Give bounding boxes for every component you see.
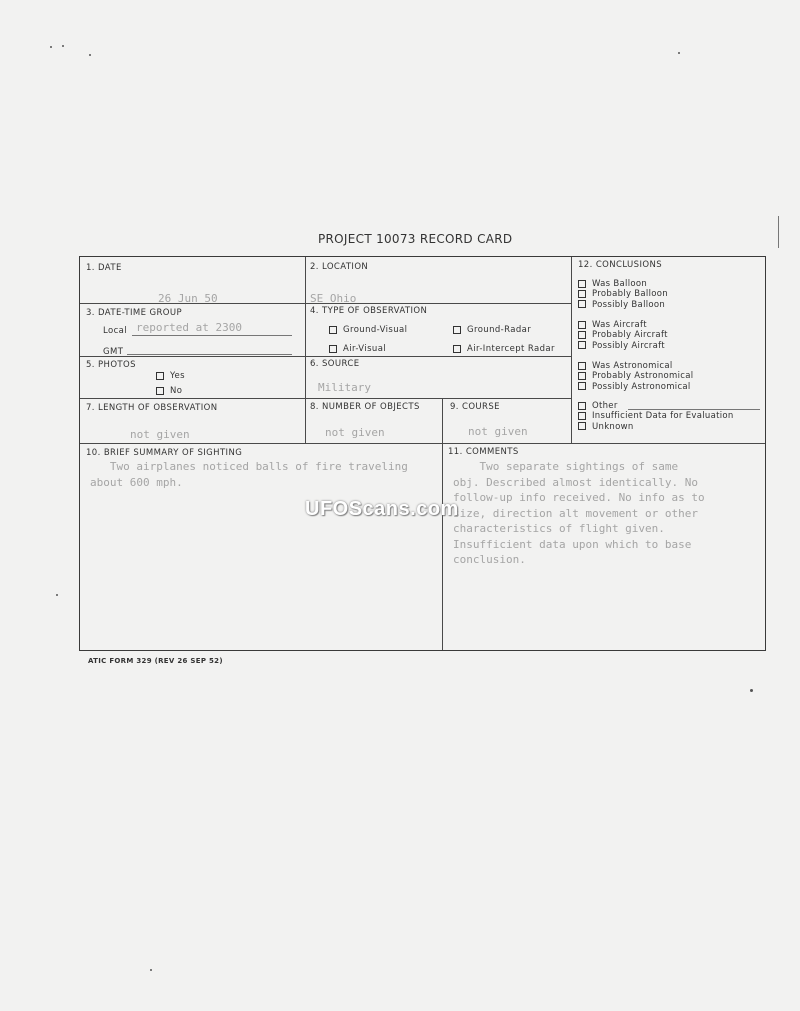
type-option: Ground-Visual [329,325,407,335]
checkbox-icon [453,345,461,353]
checkbox-icon [578,362,586,370]
dtg-label: 3. DATE-TIME GROUP [86,308,183,318]
date-value: 26 Jun 50 [158,292,218,305]
card-title: PROJECT 10073 RECORD CARD [318,232,513,246]
course-value: not given [468,425,528,438]
scan-edge [778,216,779,248]
scan-speck [56,594,58,596]
summary-text: Two airplanes noticed balls of fire traveling about 600 mph. [90,460,408,489]
checkbox-icon [156,387,164,395]
checkbox-icon [578,321,586,329]
photos-no: No [156,386,182,396]
conclusion-option: Probably Aircraft [578,330,668,340]
location-value: SE Ohio [310,292,357,305]
watermark: UFOScans.com [305,498,459,520]
checkbox-icon [453,326,461,334]
conclusion-option: Insufficient Data for Evaluation [578,411,734,421]
conclusion-option: Was Astronomical [578,361,693,371]
conclusions-label: 12. CONCLUSIONS [578,260,663,270]
checkbox-icon [578,280,586,288]
checkbox-icon [578,412,586,420]
conclusion-option: Probably Balloon [578,289,668,299]
divider [305,257,306,443]
photos-label: 5. PHOTOS [86,360,136,370]
conclusion-option: Was Aircraft [578,320,668,330]
divider [80,443,765,444]
conclusion-option: Possibly Balloon [578,300,668,310]
checkbox-icon [578,300,586,308]
scan-speck [89,54,91,56]
scan-speck [50,46,52,48]
dtg-local-label: Local [103,326,128,336]
scan-speck [678,52,680,54]
type-option: Air-Intercept Radar [453,344,555,354]
conclusion-option: Possibly Astronomical [578,382,693,392]
type-option: Ground-Radar [453,325,531,335]
photos-yes: Yes [156,371,185,381]
divider [571,257,572,443]
conclusion-option: Was Balloon [578,279,668,289]
checkbox-icon [578,382,586,390]
scan-speck [150,969,152,971]
conclusion-option: Unknown [578,422,734,432]
checkbox-icon [578,331,586,339]
scan-speck [62,45,64,47]
comments-label: 11. COMMENTS [448,447,519,457]
conclusion-option: Possibly Aircraft [578,341,668,351]
checkbox-icon [329,345,337,353]
type-label: 4. TYPE OF OBSERVATION [310,306,428,316]
other-underline [628,409,760,410]
course-label: 9. COURSE [450,402,500,412]
conclusion-option: Probably Astronomical [578,371,693,381]
comments-text: Two separate sightings of same obj. Described almost identically. No follow-up info received. No info as to size, direction alt movement or other characteristics of flight given. Insufficient data upon which to base conclusion. [453,460,705,566]
checkbox-icon [156,372,164,380]
dtg-local-value: reported at 2300 [136,321,242,334]
location-label: 2. LOCATION [310,262,369,272]
checkbox-icon [578,372,586,380]
dtg-gmt-label: GMT [103,347,124,357]
checkbox-icon [578,422,586,430]
type-option: Air-Visual [329,344,386,354]
conclusions-group [578,361,693,392]
checkbox-icon [578,290,586,298]
objects-label: 8. NUMBER OF OBJECTS [310,402,420,412]
local-underline [132,335,292,336]
conclusion-option: Other [578,401,734,411]
summary-label: 10. BRIEF SUMMARY OF SIGHTING [86,448,243,458]
gmt-underline [127,354,292,355]
length-value: not given [130,428,190,441]
checkbox-icon [578,402,586,410]
conclusions-group [578,320,668,351]
divider [80,398,571,399]
conclusions-group [578,401,734,432]
checkbox-icon [329,326,337,334]
divider [80,356,571,357]
objects-value: not given [325,426,385,439]
form-number: ATIC FORM 329 (REV 26 SEP 52) [88,657,223,665]
divider [442,399,443,650]
scan-speck [750,689,753,692]
source-label: 6. SOURCE [310,359,360,369]
source-value: Military [318,381,371,394]
conclusions-group [578,279,668,310]
length-label: 7. LENGTH OF OBSERVATION [86,403,218,413]
checkbox-icon [578,341,586,349]
date-label: 1. DATE [86,263,122,273]
